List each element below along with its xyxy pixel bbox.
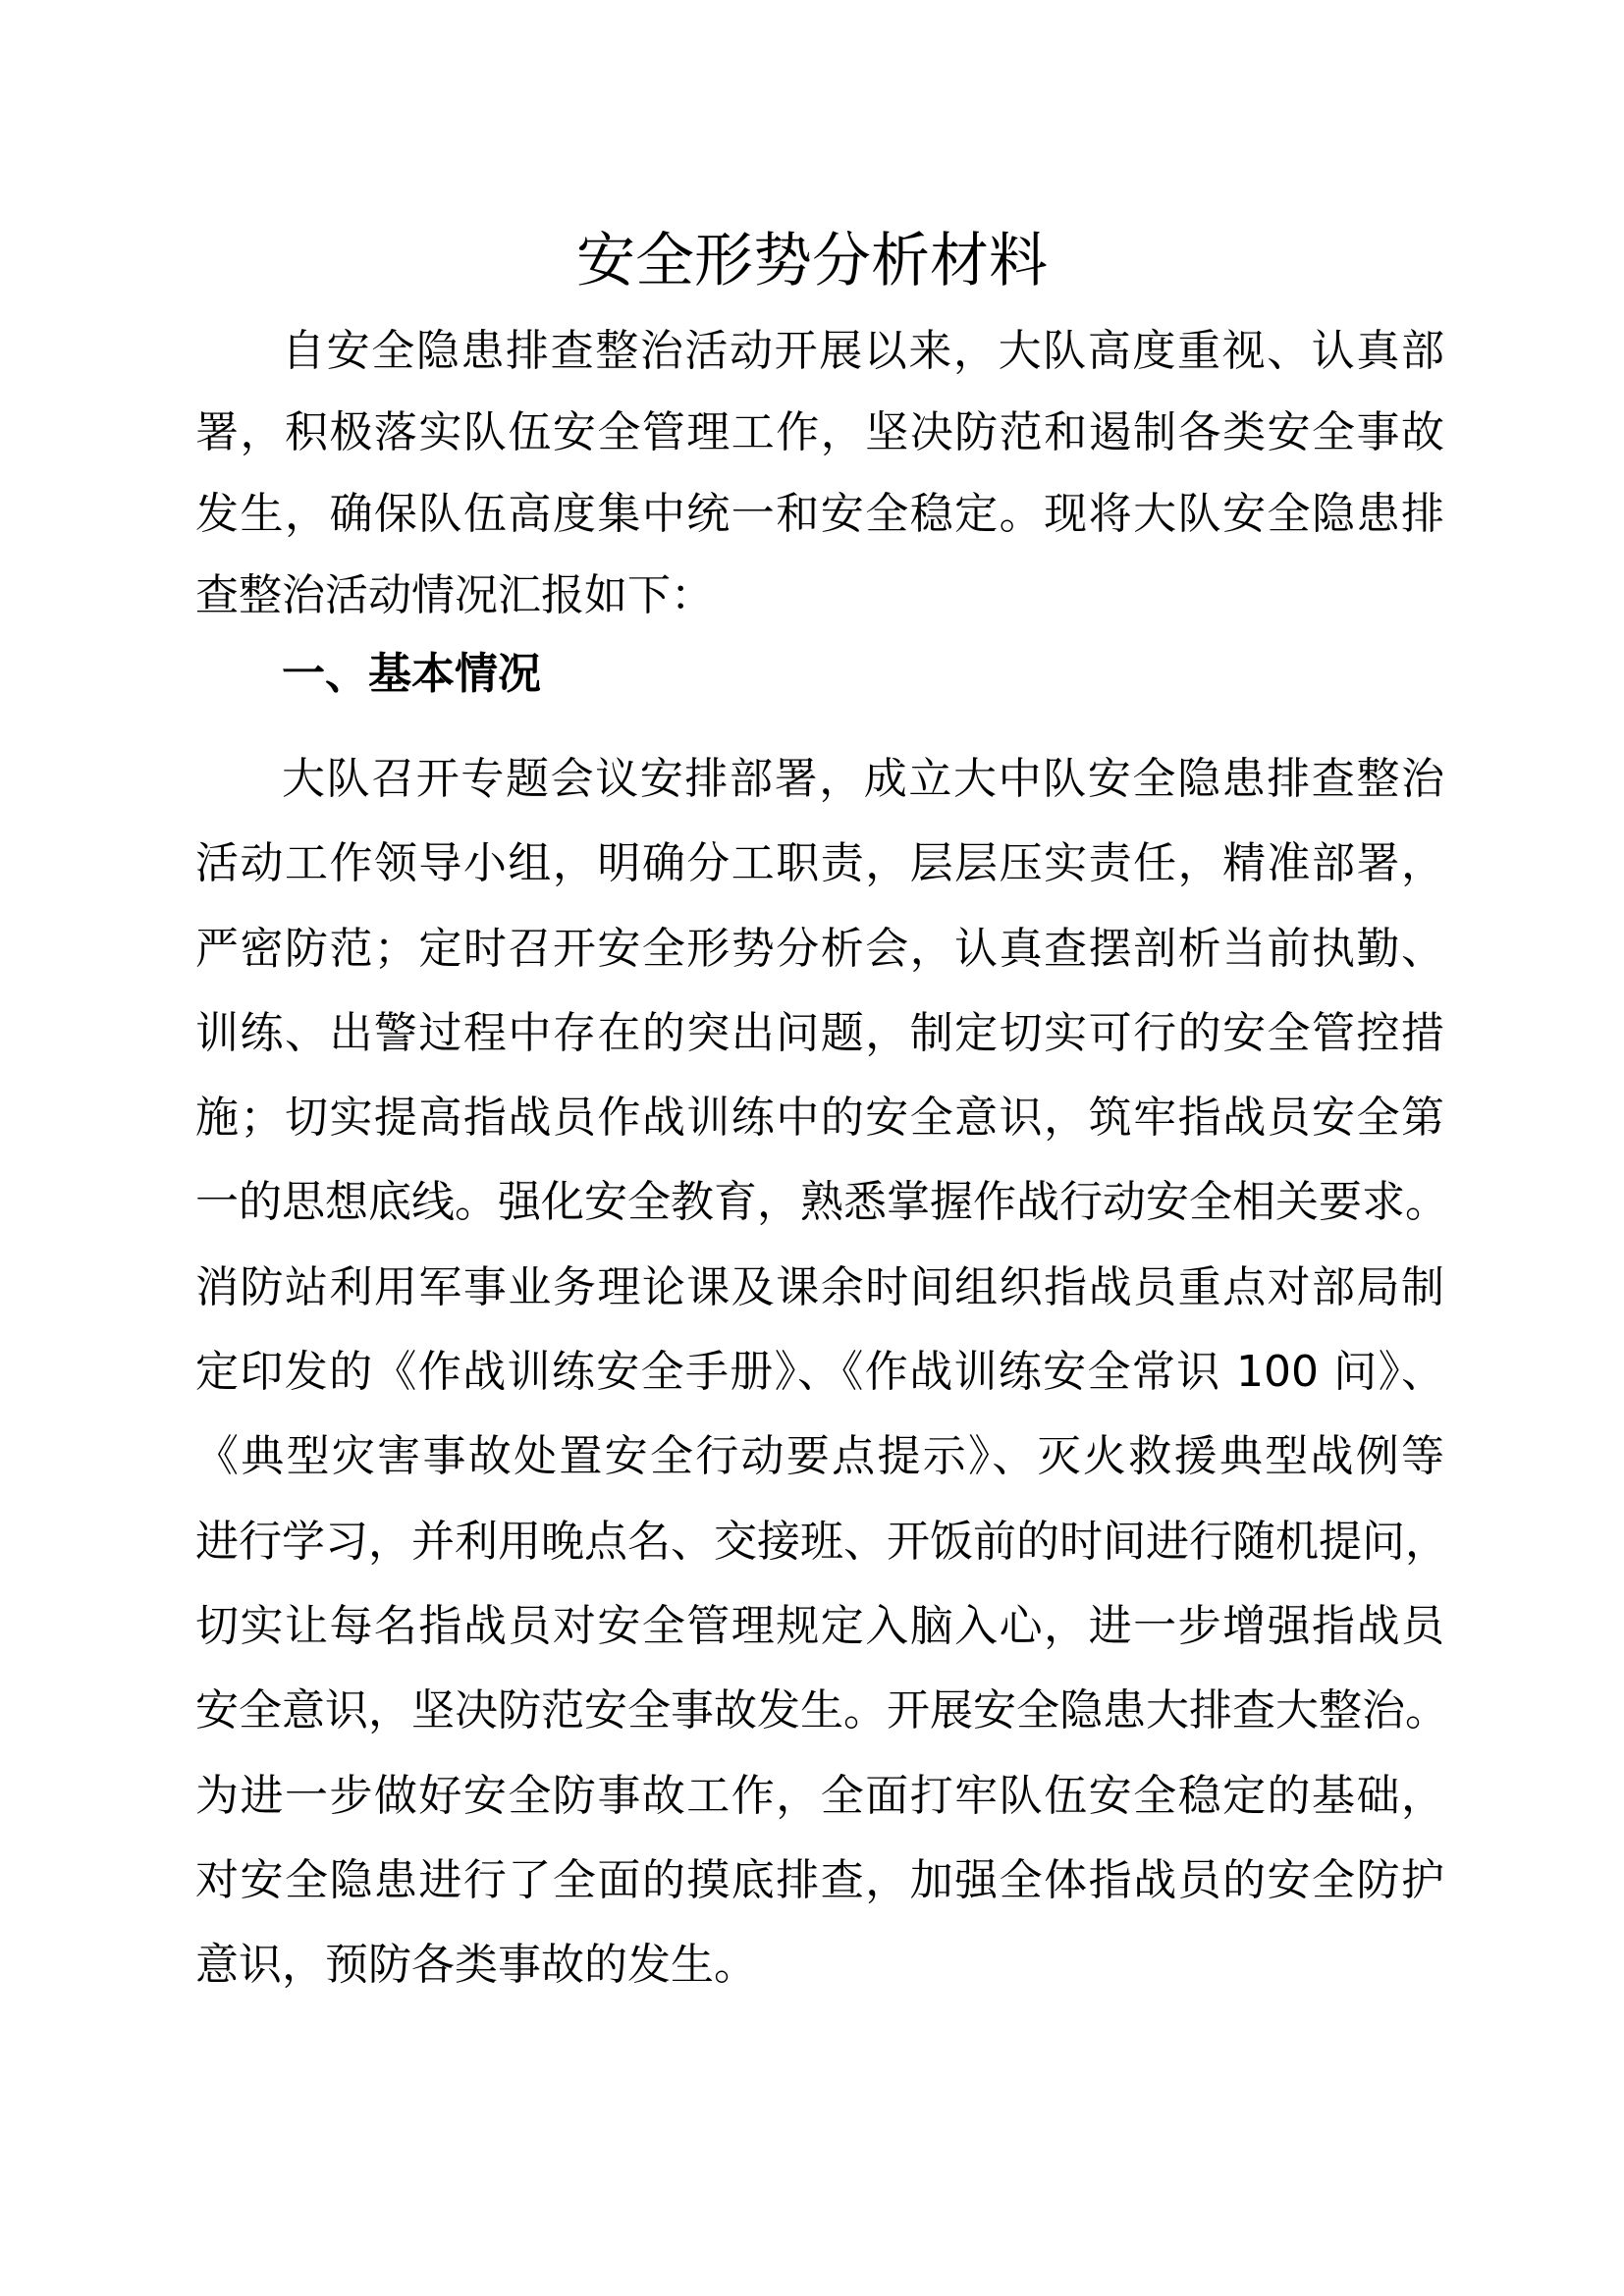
paragraph-line: 切实让每名指战员对安全管理规定入脑入心，进一步增强指战员: [195, 1600, 1444, 1651]
paragraph-line: 一的思想底线。强化安全教育，熟悉掌握作战行动安全相关要求。: [195, 1177, 1448, 1228]
paragraph-line: 安全意识，坚决防范安全事故发生。开展安全隐患大排查大整治。: [195, 1685, 1448, 1736]
paragraph-line: 施；切实提高指战员作战训练中的安全意识，筑牢指战员安全第: [195, 1093, 1444, 1144]
paragraph-line: 意识，预防各类事故的发生。: [195, 1940, 757, 1991]
document-title: 安全形势分析材料: [576, 227, 1048, 295]
paragraph-line: 署，积极落实队伍安全管理工作，坚决防范和遏制各类安全事故: [195, 407, 1444, 457]
paragraph-line: 为进一步做好安全防事故工作，全面打牢队伍安全稳定的基础，: [195, 1770, 1444, 1821]
paragraph-line: 对安全隐患进行了全面的摸底排查，加强全体指战员的安全防护: [195, 1854, 1444, 1905]
paragraph-line: 消防站利用军事业务理论课及课余时间组织指战员重点对部局制: [195, 1261, 1444, 1312]
section-heading: 一、基本情况: [282, 649, 541, 699]
intro-paragraph: [195, 326, 1444, 656]
paragraph-line: 定印发的《作战训练安全手册》、《作战训练安全常识 100 问》、: [195, 1347, 1444, 1398]
paragraph-line: 自安全隐患排查整治活动开展以来，大队高度重视、认真部: [282, 326, 1444, 376]
paragraph-line: 严密防范；定时召开安全形势分析会，认真查摆剖析当前执勤、: [195, 923, 1444, 974]
basic-situation-paragraph: [195, 754, 1448, 2028]
paragraph-line: 大队召开专题会议安排部署，成立大中队安全隐患排查整治: [282, 754, 1444, 804]
paragraph-line: 《典型灾害事故处置安全行动要点提示》、灭火救援典型战例等: [195, 1431, 1444, 1482]
paragraph-line: 发生，确保队伍高度集中统一和安全稳定。现将大队安全隐患排: [195, 489, 1444, 539]
paragraph-line: 活动工作领导小组，明确分工职责，层层压实责任，精准部署，: [195, 838, 1444, 889]
paragraph-line: 查整治活动情况汇报如下：: [195, 570, 714, 620]
paragraph-line: 进行学习，并利用晚点名、交接班、开饭前的时间进行随机提问，: [195, 1516, 1448, 1567]
paragraph-line: 训练、出警过程中存在的突出问题，制定切实可行的安全管控措: [195, 1007, 1444, 1058]
